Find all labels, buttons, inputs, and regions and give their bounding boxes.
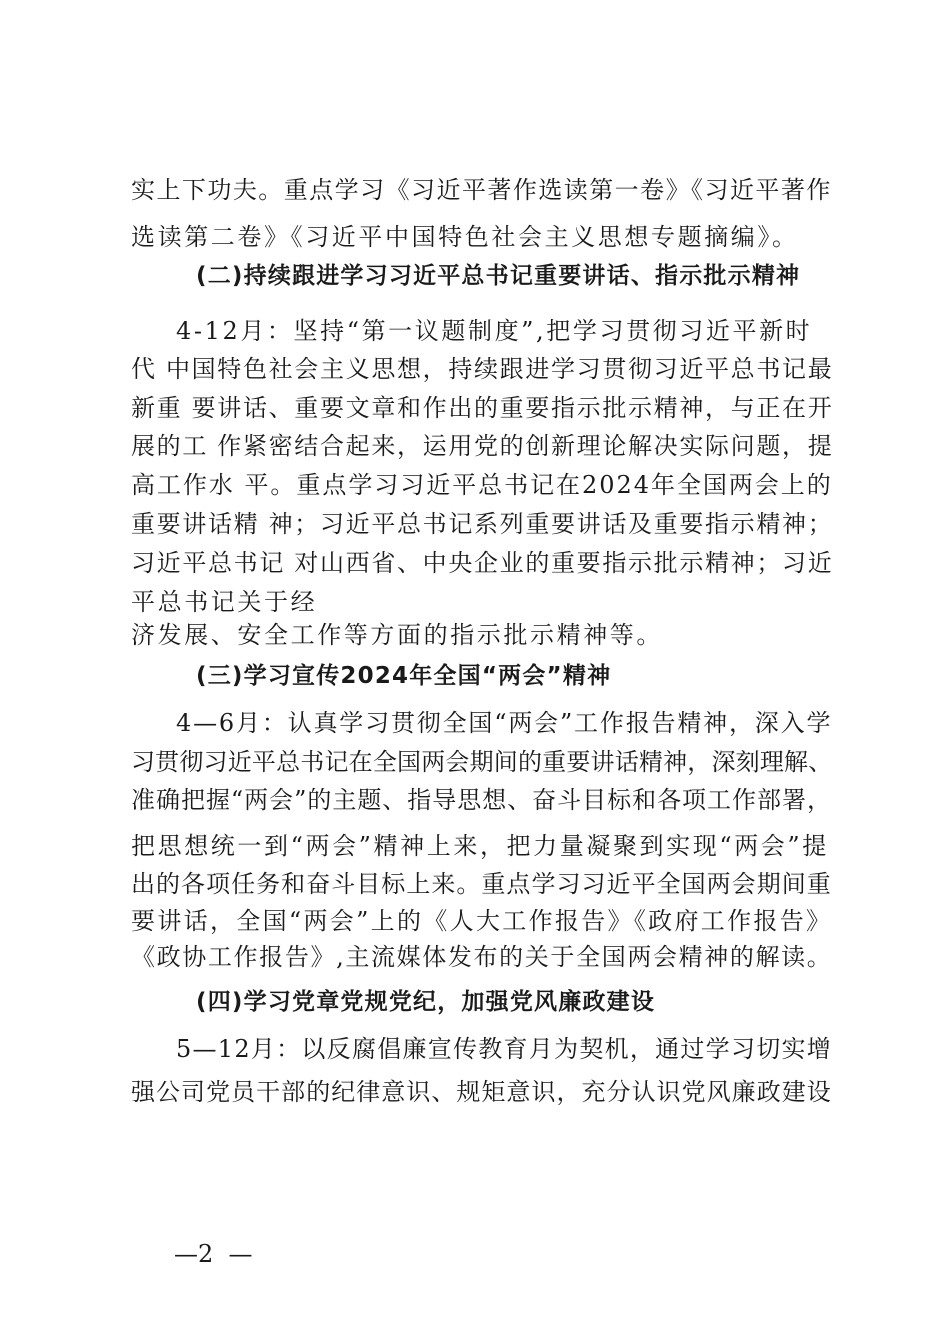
paragraph-line: 习近平总书记 对山西省、中央企业的重要指示批示精神；习近 [131, 549, 834, 577]
paragraph-line: 平总书记关于经 [131, 588, 318, 616]
paragraph-line: 出的各项任务和奋斗目标上来。重点学习习近平全国两会期间重 [131, 870, 832, 898]
paragraph-line: 高工作水 平。重点学习习近平总书记在2024年全国两会上的 [131, 471, 833, 499]
paragraph-line: 习贯彻习近平总书记在全国两会期间的重要讲话精神，深刻理解、 [131, 748, 833, 776]
paragraph-line: 《政协工作报告》,主流媒体发布的关于全国两会精神的解读。 [131, 943, 833, 971]
paragraph-line: 要讲话，全国“两会”上的《人大工作报告》《政府工作报告》 [131, 907, 833, 935]
paragraph-line: 新重 要讲话、重要文章和作出的重要指示批示精神，与正在开 [131, 394, 834, 422]
paragraph-line: 展的工 作紧密结合起来，运用党的创新理论解决实际问题，提 [131, 432, 834, 460]
paragraph-line: 强公司党员干部的纪律意识、规矩意识，充分认识党风廉政建设 [131, 1078, 832, 1106]
paragraph-line: 把思想统一到“两会”精神上来，把力量凝聚到实现“两会”提 [131, 832, 829, 860]
paragraph-line: 实上下功夫。重点学习《习近平著作选读第一卷》《习近平著作 [131, 176, 832, 204]
paragraph-line: 5—12月：以反腐倡廉宣传教育月为契机，通过学习切实增 [176, 1035, 833, 1063]
section-heading-2: (二)持续跟进学习习近平总书记重要讲话、指示批示精神 [196, 263, 801, 289]
paragraph-line: 济发展、安全工作等方面的指示批示精神等。 [131, 621, 663, 649]
section-heading-3: (三)学习宣传2024年全国“两会”精神 [196, 663, 612, 689]
page-number: —2 — [174, 1240, 253, 1268]
paragraph-line: 重要讲话精 神；习近平总书记系列重要讲话及重要指示精神； [131, 510, 834, 538]
section-heading-4: (四)学习党章党规党纪，加强党风廉政建设 [196, 989, 656, 1015]
paragraph-line: 选读第二卷》《习近平中国特色社会主义思想专题摘编》。 [131, 223, 799, 251]
paragraph-line: 代 中国特色社会主义思想，持续跟进学习贯彻习近平总书记最 [131, 355, 834, 383]
paragraph-line: 4—6月：认真学习贯彻全国“两会”工作报告精神，深入学 [176, 709, 833, 737]
paragraph-line: 准确把握“两会”的主题、指导思想、奋斗目标和各项工作部署， [131, 786, 832, 814]
paragraph-line: 4-12月：坚持“第一议题制度”,把学习贯彻习近平新时 [176, 317, 813, 345]
